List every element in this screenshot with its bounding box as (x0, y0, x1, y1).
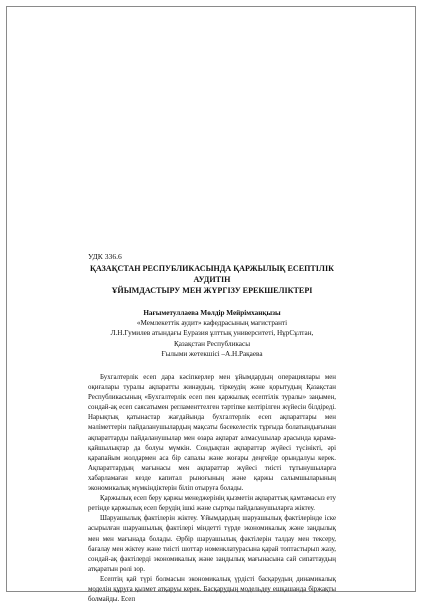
udc-code: УДК 336.6 (88, 252, 122, 261)
supervisor: Ғылыми жетекшісі –А.Н.Рақаева (161, 349, 263, 358)
paragraph-4: Есептің қай түрі болмасын экономикалық үрдісті басқарудың динамикалық моделін құруға қызмет атқаруы керек. Басқарудың модельдеу ешқашанда біржақты болмайды. Есеп (88, 575, 336, 604)
paragraph-3: Шаруашылық фактілерін жіктеу. Ұйымдардың шаруашылық фактілерінде іске асырылған шаруашылық фактілері міндетті түрде экономикалық және заңдылық мен мен мағынада болады. Әрбір шаруашылық фактілерін талдау мен тексеру, бағалау мен жіктеу және тиісті шоттар номенклатурасына қарай топтастырып жазу, сондай-ақ фактілерді экономикалық және заңдылық мағынасына сай сипаттаудың атқаратын рөлі зор. (88, 515, 336, 573)
author-university: Л.Н.Гумилев атындағы Еуразия ұлттық университеті, НұрСұлтан, (110, 329, 314, 338)
paragraph-1: Бухгалтерлік есеп дара кәсіпкерлер мен ұйымдардың операциялары мен оқиғалары туралы ақпаратты жинаудың, тіркеудің және қорытудың Қазақстан Республикасының «Бухгалтерлік есеп пен қаржылық есептілік туралы» заңымен, сондай-ақ есеп саясатымен регламенттелген тәртіпке келтірілген жүйесін білдіреді. Нарықтық қатынастар жағдайында бухгалтерлік есеп ақпараттары мен мәліметтерін пайдаланушылардың мақсаты бәсекелестік тұрғыда болатындығынан ақпараттарды пайдаланушылар мен өзара ақпарат алмасушылар арасында қарама-қайшылықтар да болуы мүмкін. Сондықтан ақпараттар жүйесі түсінікті, әрі қарапайым жолдармен аса бір сапалы және жоғары деңгейде орындалуы керек. Ақпараттардың мағынасы мен ақпараттар жүйесі тиісті тұтынушыларға хабарламаған кезде капитал рыноғының және қаржы салымшыларының экономикалық мүмкіндіктерін біліп отыруға болады. (88, 374, 336, 493)
author-name: Нағыметуллаева Мөлдір Мейрімханқызы (143, 309, 281, 317)
document-content (88, 252, 336, 605)
article-title (88, 263, 336, 296)
body-text (88, 373, 336, 605)
title-line-1: ҚАЗАҚСТАН РЕСПУБЛИКАСЫНДА ҚАРЖЫЛЫҚ ЕСЕПТІЛІК АУДИТІН (90, 264, 334, 284)
author-country: Қазақстан Республикасы (173, 339, 251, 348)
author-block (88, 308, 336, 359)
paragraph-2: Қаржылық есеп беру қаржы менеджерінің қызметін ақпараттық қамтамасыз ету ретінде қаржылық есеп берудің ішкі және сыртқы пайдаланушыларға жіктеу. (88, 495, 336, 513)
author-position: «Мемлекеттік аудит» кафедрасының магистранті (136, 319, 288, 328)
title-line-2: ҰЙЫМДАСТЫРУ МЕН ЖҮРГІЗУ ЕРЕКШЕЛІКТЕРІ (111, 286, 313, 295)
